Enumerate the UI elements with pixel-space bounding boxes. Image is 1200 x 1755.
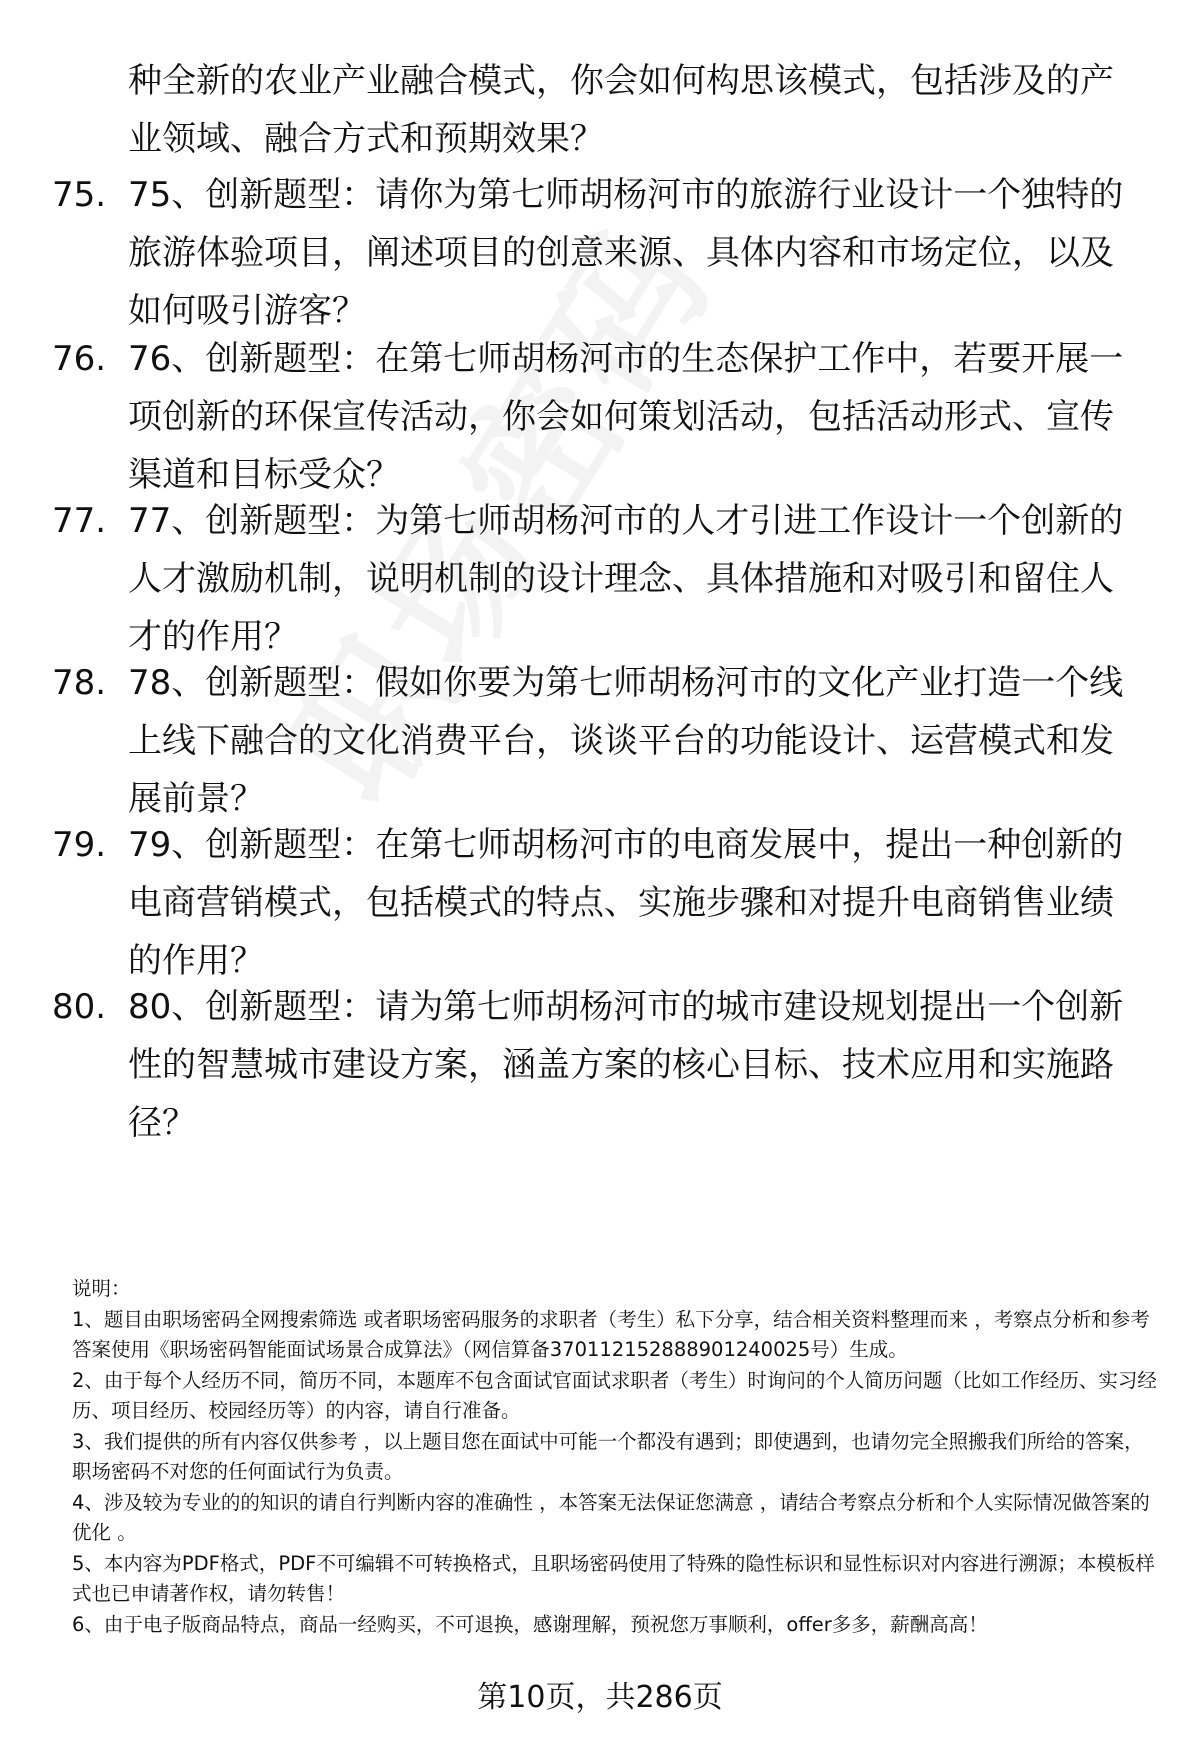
question-number: 75. xyxy=(52,175,107,215)
note-item: 4、涉及较为专业的的知识的请自行判断内容的准确性 ，本答案无法保证您满意 ，请结合考察点分析和个人实际情况做答案的优化 。 xyxy=(72,1490,1150,1544)
note-item: 6、由于电子版商品特点，商品一经购买，不可退换，感谢理解，预祝您万事顺利，offer多多，薪酬高高！ xyxy=(72,1612,988,1636)
question-text: 75、创新题型：请你为第七师胡杨河市的旅游行业设计一个独特的旅游体验项目，阐述项目的创意来源、具体内容和市场定位，以及如何吸引游客？ xyxy=(128,175,1124,331)
notes-heading: 说明： xyxy=(72,1277,131,1300)
question-text: 76、创新题型：在第七师胡杨河市的生态保护工作中，若要开展一项创新的环保宣传活动，你会如何策划活动，包括活动形式、宣传渠道和目标受众？ xyxy=(128,339,1124,495)
page-number: 第10页，共286页 xyxy=(477,1680,723,1715)
note-item: 5、本内容为PDF格式，PDF不可编辑不可转换格式，且职场密码使用了特殊的隐性标识和显性标识对内容进行溯源；本模板样式也已申请著作权，请勿转售！ xyxy=(72,1551,1155,1605)
note-item: 3、我们提供的所有内容仅供参考 ，以上题目您在面试中可能一个都没有遇到；即使遇到，也请勿完全照搬我们所给的答案，职场密码不对您的任何面试行为负责。 xyxy=(72,1429,1144,1483)
question-number: 76. xyxy=(52,339,107,379)
question-number: 78. xyxy=(52,663,107,703)
note-item: 1、题目由职场密码全网搜索筛选 或者职场密码服务的求职者（考生）私下分享，结合相关资料整理而来 ，考察点分析和参考答案使用《职场密码智能面试场景合成算法》（网信算备370112152888901240025号）生成。 xyxy=(72,1307,1150,1361)
question-number: 79. xyxy=(52,825,107,865)
note-item: 2、由于每个人经历不同，简历不同，本题库不包含面试官面试求职者（考生）时询问的个人简历问题（比如工作经历、实习经历、项目经历、校园经历等）的内容，请自行准备。 xyxy=(72,1368,1157,1422)
question-text: 78、创新题型：假如你要为第七师胡杨河市的文化产业打造一个线上线下融合的文化消费平台，谈谈平台的功能设计、运营模式和发展前景？ xyxy=(128,663,1124,819)
notes-section xyxy=(72,1274,1158,1640)
question-text: 80、创新题型：请为第七师胡杨河市的城市建设规划提出一个创新性的智慧城市建设方案，涵盖方案的核心目标、技术应用和实施路径？ xyxy=(128,987,1124,1143)
question-text: 79、创新题型：在第七师胡杨河市的电商发展中，提出一种创新的电商营销模式，包括模式的特点、实施步骤和对提升电商销售业绩的作用？ xyxy=(128,825,1124,981)
question-continuation: 种全新的农业产业融合模式，你会如何构思该模式，包括涉及的产业领域、融合方式和预期效果？ xyxy=(128,61,1114,159)
question-number: 77. xyxy=(52,501,107,541)
question-text: 77、创新题型：为第七师胡杨河市的人才引进工作设计一个创新的人才激励机制，说明机制的设计理念、具体措施和对吸引和留住人才的作用？ xyxy=(128,501,1124,657)
question-number: 80. xyxy=(52,987,107,1027)
